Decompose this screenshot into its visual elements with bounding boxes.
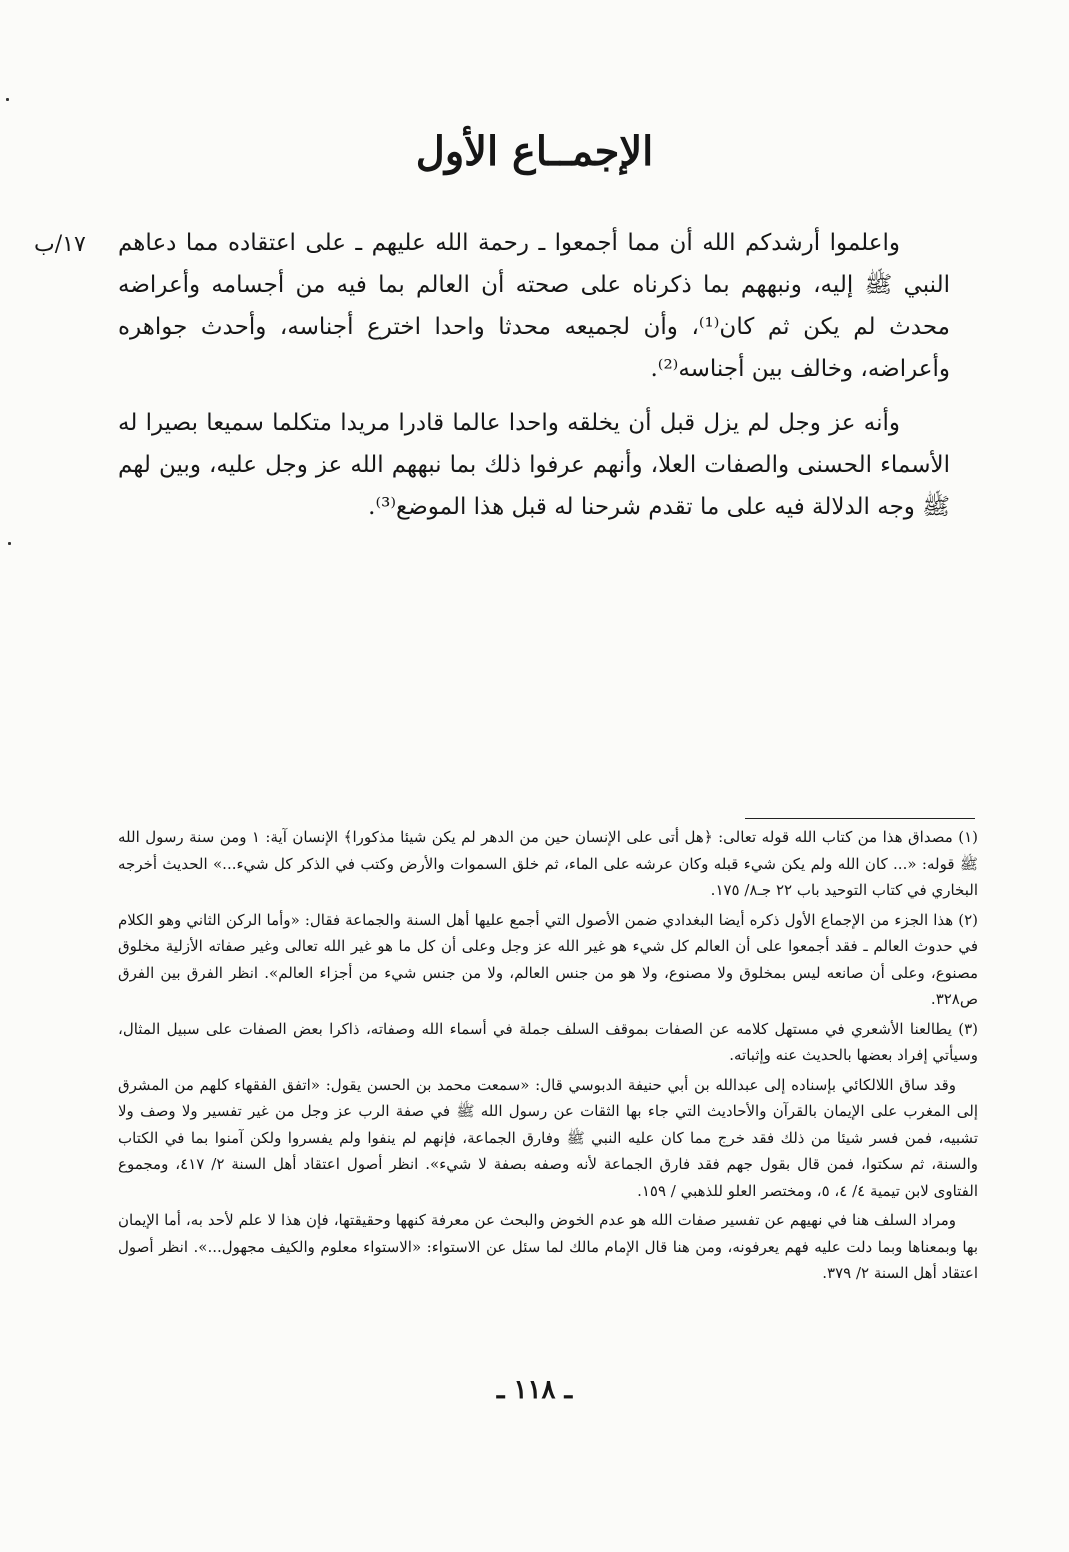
scan-speck (6, 98, 9, 101)
footnote-3-continuation: ومراد السلف هنا في نهيهم عن تفسير صفات الله هو عدم الخوض والبحث عن معرفة كنهها وحقيقتها، فإن هذا لا علم لأحد به، أما الإيمان بها وبمعناها وبما دلت عليه فهم يعرفونه، ومن هنا قال الإمام مالك لما سئل عن الاستواء: «الاستواء معلوم والكيف مجهول...». انظر أصول اعتقاد أهل السنة ٢/ ٣٧٩. (118, 1211, 978, 1282)
page-title: الإجمــاع الأول (415, 128, 654, 175)
manuscript-folio-reference: ١٧/ب (34, 232, 86, 257)
scan-speck (8, 542, 11, 545)
footnote-1: (١) مصداق هذا من كتاب الله قوله تعالى: ﴿هل أتى على الإنسان حين من الدهر لم يكن شيئا مذكورا﴾ الإنسان آية: ١ ومن سنة رسول الله ﷺ قوله: «... كان الله ولم يكن شيء قبله وكان عرشه على الماء، ثم خلق السموات والأرض وكتب في الذكر كل شيء...» الحديث أخرجه البخاري في كتاب التوحيد باب ٢٢ جـ٨/ ١٧٥. (118, 828, 978, 899)
main-text (118, 222, 950, 540)
footnotes-section (118, 824, 978, 1290)
main-paragraph: وأنه عز وجل لم يزل قبل أن يخلقه واحدا عالما قادرا مريدا متكلما سميعا بصيرا له الأسماء الحسنى والصفات العلا، وأنهم عرفوا ذلك بما نبههم الله عز وجل عليه، وبين لهم ﷺ وجه الدلالة فيه على ما تقدم شرحنا له قبل هذا الموضع⁽³⁾. (118, 410, 950, 520)
page-number: ـ ١١٨ ـ (496, 1375, 573, 1405)
footnote-2: (٢) هذا الجزء من الإجماع الأول ذكره أيضا البغدادي ضمن الأصول التي أجمع عليها أهل السنة والجماعة فقال: «وأما الركن الثاني وهو الكلام في حدوث العالم ـ فقد أجمعوا على أن العالم كل شيء هو غير الله عز وجل وعلى أن كل ما هو غير الله تعالى وغير صفاته الأزلية مخلوق مصنوع، وعلى أن صانعه ليس بمخلوق ولا مصنوع، ولا هو من جنس العالم، ولا من جنس شيء من أجزاء العالم». انظر الفرق بين الفرق ص٣٢٨. (118, 910, 978, 1008)
footnote-3: (٣) يطالعنا الأشعري في مستهل كلامه عن الصفات بموقف السلف جملة في أسماء الله وصفاته، ذاكرا بعض الصفات على سبيل المثال، وسيأتي إفراد بعضها بالحديث عنه وإثباته. (118, 1019, 978, 1064)
footnote-divider (745, 818, 975, 819)
footnote-3-continuation: وقد ساق اللالكائي بإسناده إلى عبدالله بن أبي حنيفة الدبوسي قال: «سمعت محمد بن الحسن يقول: «اتفق الفقهاء كلهم من المشرق إلى المغرب على الإيمان بالقرآن والأحاديث التي جاء بها الثقات عن رسول الله ﷺ في صفة الرب عز وجل من غير تفسير ولا وصف ولا تشبيه، فمن فسر شيئا من ذلك فقد خرج مما كان عليه النبي ﷺ وفارق الجماعة، فإنهم لم ينفوا ولم يفسروا ولكن آمنوا بما في الكتاب والسنة، ثم سكتوا، فمن قال بقول جهم فقد فارق الجماعة لأنه وصفه بصفة لا شيء». انظر أصول اعتقاد أهل السنة ٢/ ٤١٧، ومجموع الفتاوى لابن تيمية ٤/ ٤، ٥، ومختصر العلو للذهبي / ١٥٩. (118, 1075, 979, 1200)
main-paragraph: واعلموا أرشدكم الله أن مما أجمعوا ـ رحمة الله عليهم ـ على اعتقاده مما دعاهم النبي ﷺ إليه، ونبههم بما ذكرناه على صحته أن العالم بما فيه من أجسامه وأعراضه محدث لم يكن ثم كان⁽¹⁾، وأن لجميعه محدثا واحدا اخترع أجناسه، وأحدث جواهره وأعراضه، وخالف بين أجناسه⁽²⁾. (118, 230, 950, 382)
